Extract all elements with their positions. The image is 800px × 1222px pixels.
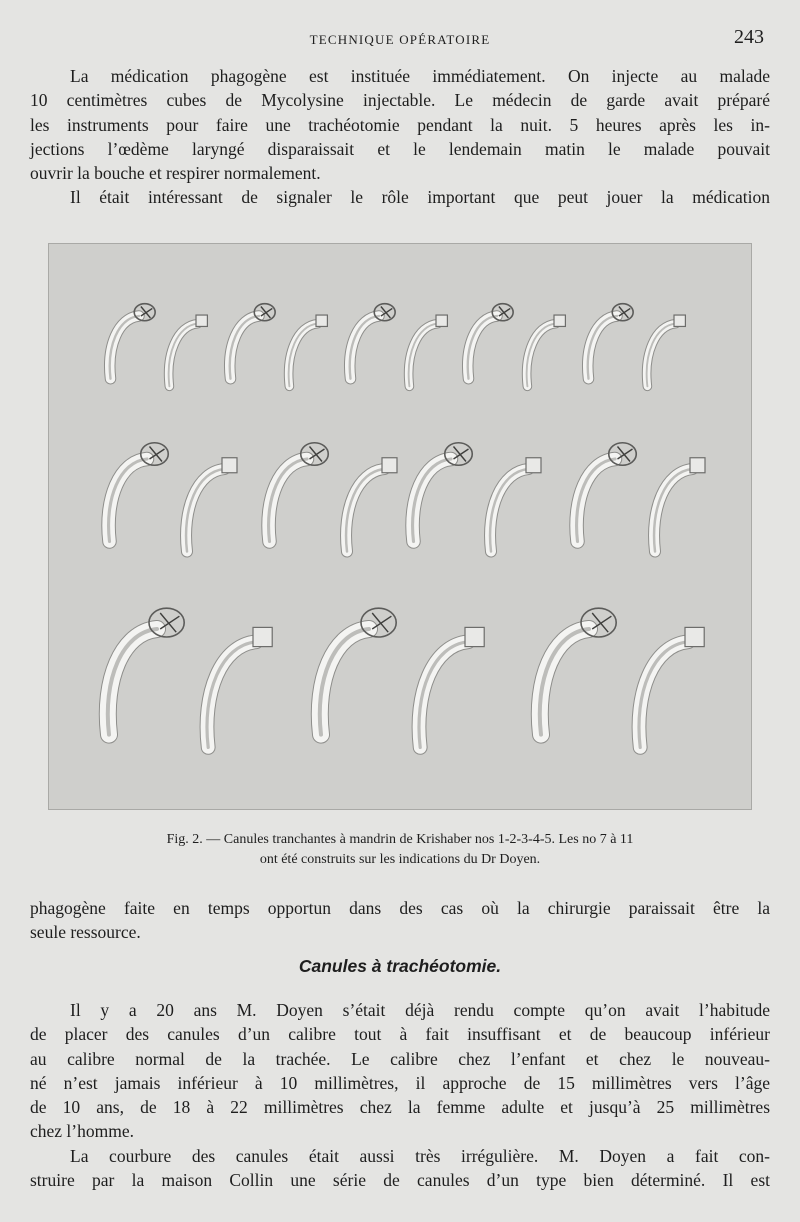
text-line: La médication phagogène est instituée immédiatement. On injecte au malade <box>70 66 770 86</box>
text-line: phagogène faite en temps opportun dans des cas où la chirurgie paraissait être la <box>30 898 770 918</box>
text-line: au calibre normal de la trachée. Le calibre chez l’enfant et chez le nouveau- <box>30 1048 770 1069</box>
section-heading: Canules à trachéotomie. <box>298 956 502 976</box>
cannula-pair <box>320 608 484 747</box>
collar <box>316 315 327 326</box>
collar <box>690 458 705 473</box>
text-line: de 10 ans, de 18 à 22 millimètres chez la femme adulte et jusqu’à 25 millimètres <box>30 1097 770 1118</box>
cannula-photograph <box>49 244 751 809</box>
text-line: Il était intéressant de signaler le rôle important que peut jouer la médication <box>70 187 770 208</box>
text-line: de placer des canules d’un calibre tout à fait insuffisant et de beaucoup inférieur <box>30 1024 770 1045</box>
caption-line: Fig. 2. — Canules tranchantes à mandrin de Krishaber nos 1-2-3-4-5. Les no 7 à 11 <box>166 832 634 847</box>
text-line: 10 centimètres cubes de Mycolysine injectable. Le médecin de garde avait préparé <box>30 90 770 111</box>
collar <box>554 315 565 326</box>
cannula-pair <box>588 304 686 387</box>
cannula-pair <box>108 608 272 747</box>
page-number: 243 <box>734 26 764 48</box>
cannula-pair <box>230 304 328 387</box>
paragraph-middle <box>30 896 770 945</box>
cannula-pair <box>350 304 448 387</box>
collar <box>253 627 272 646</box>
running-head: TECHNIQUE OPÉRATOIRE <box>309 32 491 47</box>
page-header <box>30 26 770 52</box>
collar <box>222 458 237 473</box>
text-line: ouvrir la bouche et respirer normalement. <box>30 163 321 184</box>
collar <box>382 458 397 473</box>
collar <box>685 627 704 646</box>
text-line: seule ressource. <box>30 922 141 943</box>
cannula-pair <box>110 304 208 387</box>
text-line: jections l’œdème laryngé disparaissait et le lendemain matin le malade pouvait <box>30 138 770 159</box>
cannula-pair <box>577 443 705 552</box>
text-line: chez l’homme. <box>30 1121 134 1142</box>
text-line: les instruments pour faire une trachéotomie pendant la nuit. 5 heures après les in- <box>30 114 770 135</box>
collar <box>436 315 447 326</box>
text-line: La courbure des canules était aussi très irrégulière. M. Doyen a fait con- <box>70 1145 770 1166</box>
collar <box>196 315 207 326</box>
figure-caption <box>30 830 770 870</box>
paragraph-top <box>30 64 770 210</box>
cannula-pair <box>468 304 566 387</box>
cannula-pair <box>540 608 704 747</box>
collar <box>526 458 541 473</box>
cannula-pair <box>269 443 397 552</box>
text-line: Il y a 20 ans M. Doyen s’était déjà rendu compte qu’on avait l’habitude <box>70 1000 770 1020</box>
paragraph-bottom <box>30 998 770 1192</box>
collar <box>465 627 484 646</box>
figure-photograph <box>48 243 752 810</box>
collar <box>674 315 685 326</box>
caption-line: ont été construits sur les indications du Dr Doyen. <box>259 852 541 867</box>
text-line: struire par la maison Collin une série de canules d’un type bien déterminé. Il est <box>30 1170 770 1191</box>
cannula-pair <box>413 443 541 552</box>
cannula-pair <box>109 443 237 552</box>
text-line: né n’est jamais inférieur à 10 millimètres, il approche de 15 millimètres vers l’âge <box>30 1072 770 1093</box>
